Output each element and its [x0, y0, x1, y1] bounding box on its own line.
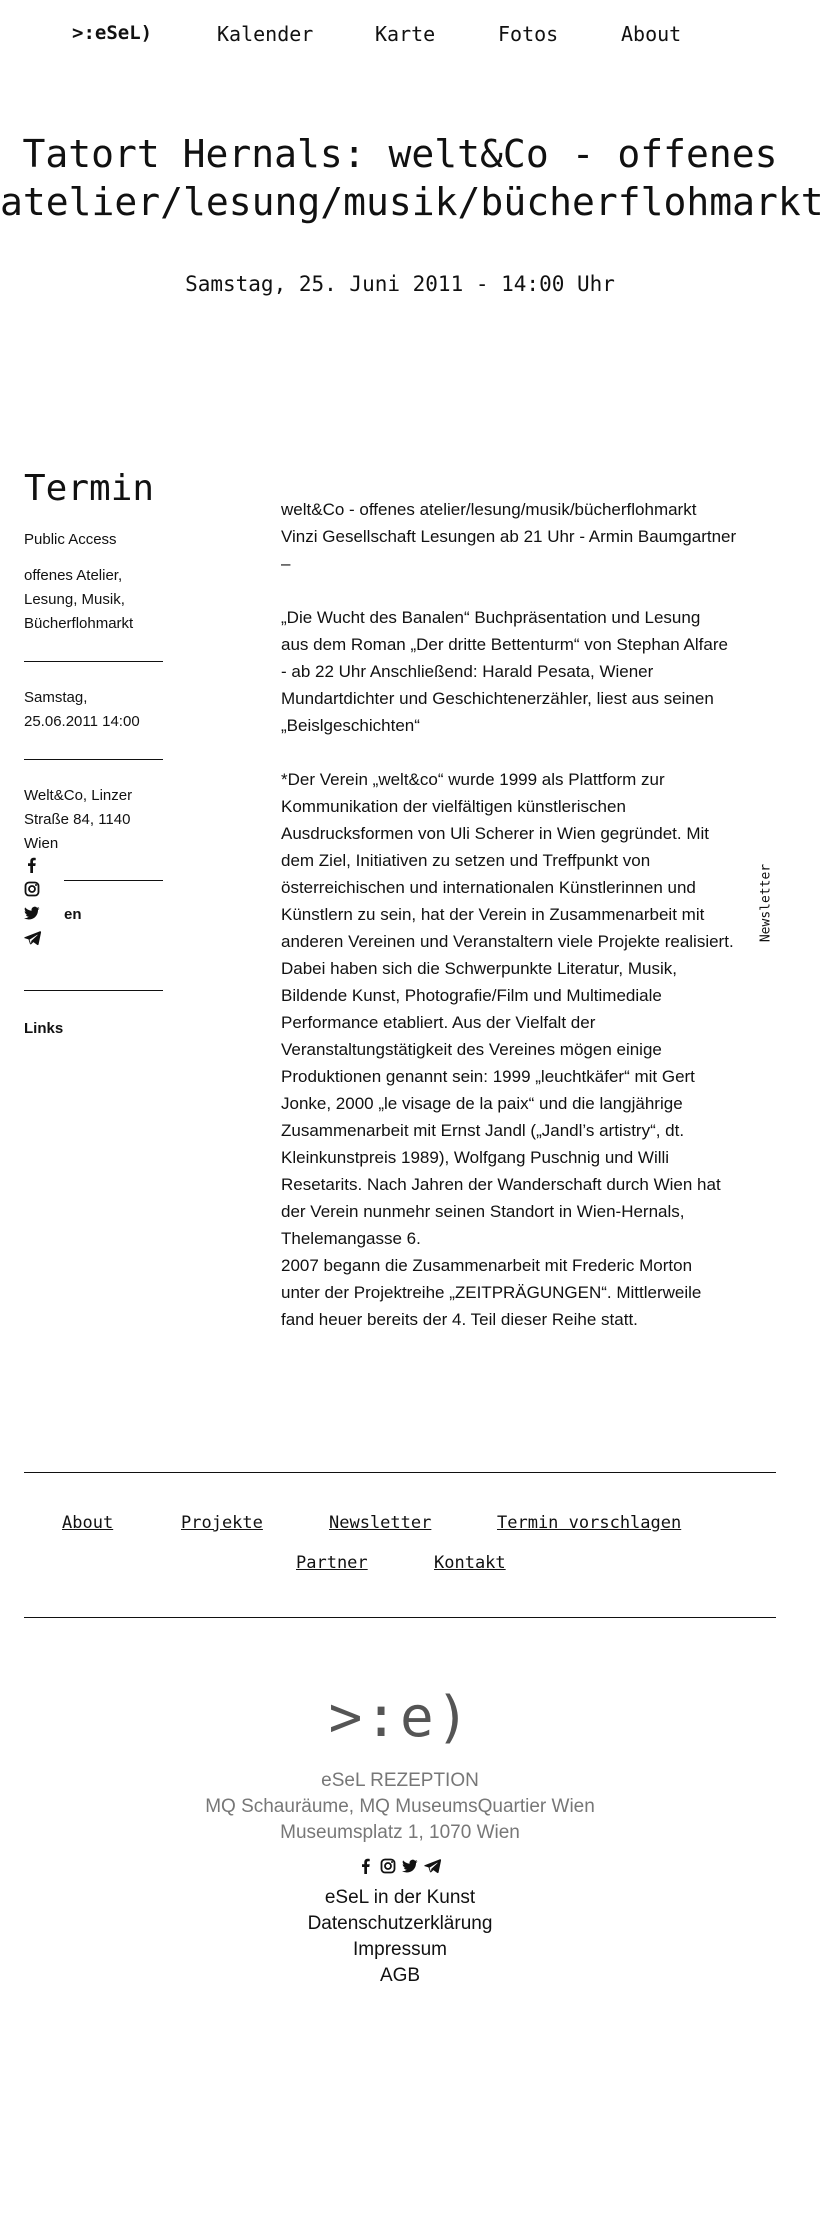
description-line: Veranstaltungstätigkeit des Vereines mögen einige [281, 1040, 662, 1059]
footer-link-kontakt[interactable]: Kontakt [434, 1553, 506, 1573]
newsletter-tab-label: Newsletter [758, 863, 774, 943]
description-line: Künstlern zu sein, hat der Verein in Zusammenarbeit mit [281, 905, 705, 924]
description-line: „Die Wucht des Banalen“ Buchpräsentation und Lesung [281, 608, 701, 627]
nav-item-kalender[interactable]: Kalender [217, 22, 314, 46]
twitter-icon[interactable] [24, 905, 40, 921]
event-date: Samstag, 25. Juni 2011 - 14:00 Uhr [185, 272, 615, 296]
event-title-line-1: Tatort Hernals: welt&Co - offenes [22, 132, 778, 176]
footer-link-partner[interactable]: Partner [296, 1553, 368, 1573]
description-line: Dabei haben sich die Schwerpunkte Literatur, Musik, [281, 959, 677, 978]
description-line: Kleinkunstpreis 1989), Wolfgang Puschnig und Willi [281, 1148, 670, 1167]
sidebar-divider [24, 661, 163, 662]
sidebar-divider [24, 990, 163, 991]
footer-link-agb[interactable]: AGB [379, 1965, 421, 1986]
nav-item-karte[interactable]: Karte [375, 22, 436, 46]
description-line: aus dem Roman „Der dritte Bettenturm“ von Stephan Alfare [281, 635, 728, 654]
description-line: dem Ziel, Initiativen zu setzen und Treffpunkt von [281, 851, 651, 870]
footer-org: eSeL REZEPTION [321, 1770, 479, 1791]
sidebar-date-line: 25.06.2011 14:00 [24, 713, 140, 730]
twitter-icon[interactable] [402, 1858, 418, 1874]
description-line: welt&Co - offenes atelier/lesung/musik/bücherflohmarkt [281, 500, 697, 519]
description-line: Bildende Kunst, Photografie/Film und Multimediale [281, 986, 662, 1005]
description-line: – [281, 554, 291, 573]
newsletter-tab[interactable] [759, 860, 773, 946]
top-navigation [0, 22, 800, 52]
description-line: Zusammenarbeit mit Ernst Jandl („Jandl’s artistry“, dt. [281, 1121, 685, 1140]
language-divider [64, 880, 163, 881]
footer-link-termin-vorschlagen[interactable]: Termin vorschlagen [497, 1513, 682, 1533]
sidebar-date [24, 686, 164, 734]
footer-divider [24, 1472, 776, 1473]
event-title-line-2: atelier/lesung/musik/bücherflohmarkt [0, 180, 824, 224]
event-title [0, 130, 824, 226]
description-line: *Der Verein „welt&co“ wurde 1999 als Plattform zur [281, 770, 665, 789]
category-item: Lesung, Musik, [24, 591, 125, 608]
footer-link-newsletter[interactable]: Newsletter [329, 1513, 432, 1533]
description-line: anderen Vereinen und Veranstaltern viele Projekte realisiert. [281, 932, 734, 951]
sidebar-date-line: Samstag, [24, 689, 88, 706]
description-line: Mundartdichter und Geschichtenerzähler, liest aus seinen [281, 689, 714, 708]
footer-link-about[interactable]: About [62, 1513, 114, 1533]
footer-social-icons [358, 1858, 448, 1876]
site-logo[interactable]: >:eSeL) [72, 22, 153, 44]
sidebar-address-line: Welt&Co, Linzer [24, 787, 133, 804]
description-line: Thelemangasse 6. [281, 1229, 421, 1248]
sidebar-links[interactable]: Links [24, 1020, 64, 1037]
sidebar-divider [24, 759, 163, 760]
description-line: 2007 begann die Zusammenarbeit mit Frederic Morton [281, 1256, 693, 1275]
footer-link-projekte[interactable]: Projekte [181, 1513, 263, 1533]
description-line: - ab 22 Uhr Anschließend: Harald Pesata, Wiener [281, 662, 654, 681]
description-line: „Beislgeschichten“ [281, 716, 420, 735]
description-paragraph [281, 496, 775, 577]
nav-item-fotos[interactable]: Fotos [498, 22, 559, 46]
footer-link-datenschutz[interactable]: Datenschutzerklärung [307, 1913, 493, 1934]
footer-logo[interactable]: >:e) [328, 1685, 472, 1750]
instagram-icon[interactable] [24, 881, 40, 897]
facebook-icon[interactable] [24, 857, 40, 873]
description-paragraph [281, 766, 775, 1333]
description-line: unter der Projektreihe „ZEITPRÄGUNGEN“. Mittlerweile [281, 1283, 702, 1302]
telegram-icon[interactable] [424, 1858, 440, 1874]
language-switch[interactable]: en [64, 906, 82, 923]
telegram-icon[interactable] [24, 930, 40, 946]
sidebar-address [24, 784, 164, 852]
description-line: österreichischen und internationalen Künstlerinnen und [281, 878, 696, 897]
facebook-icon[interactable] [358, 1858, 374, 1874]
description-line: Jonke, 2000 „le visage de la paix“ und die langjährige [281, 1094, 683, 1113]
footer-link-impressum[interactable]: Impressum [353, 1939, 447, 1960]
footer-address: Museumsplatz 1, 1070 Wien [280, 1822, 520, 1843]
description-line: Produktionen genannt sein: 1999 „leuchtkäfer“ mit Gert [281, 1067, 695, 1086]
category-list [24, 564, 164, 636]
footer-location: MQ Schauräume, MQ MuseumsQuartier Wien [205, 1796, 595, 1817]
category-item: offenes Atelier, [24, 567, 123, 584]
event-description [281, 496, 775, 1360]
description-paragraph [281, 604, 775, 739]
description-line: Ausdrucksformen von Uli Scherer in Wien gegründet. Mit [281, 824, 710, 843]
description-line: fand heuer bereits der 4. Teil dieser Reihe statt. [281, 1310, 638, 1329]
description-line: Vinzi Gesellschaft Lesungen ab 21 Uhr - Armin Baumgartner [281, 527, 737, 546]
footer-link-esel-in-der-kunst[interactable]: eSeL in der Kunst [324, 1887, 476, 1908]
nav-item-about[interactable]: About [621, 22, 682, 46]
description-line: Kommunikation der vielfältigen künstlerischen [281, 797, 626, 816]
footer-divider [24, 1617, 776, 1618]
description-line: der Verein nunmehr seinen Standort in Wien-Hernals, [281, 1202, 685, 1221]
description-line: Performance etabliert. Aus der Vielfalt der [281, 1013, 596, 1032]
sidebar-heading: Termin [24, 468, 155, 509]
category-item: Bücherflohmarkt [24, 615, 134, 632]
access-label: Public Access [24, 531, 117, 548]
sidebar-address-line: Wien [24, 835, 59, 852]
sidebar-address-line: Straße 84, 1140 [24, 811, 131, 828]
description-line: Resetarits. Nach Jahren der Wanderschaft durch Wien hat [281, 1175, 721, 1194]
instagram-icon[interactable] [380, 1858, 396, 1874]
